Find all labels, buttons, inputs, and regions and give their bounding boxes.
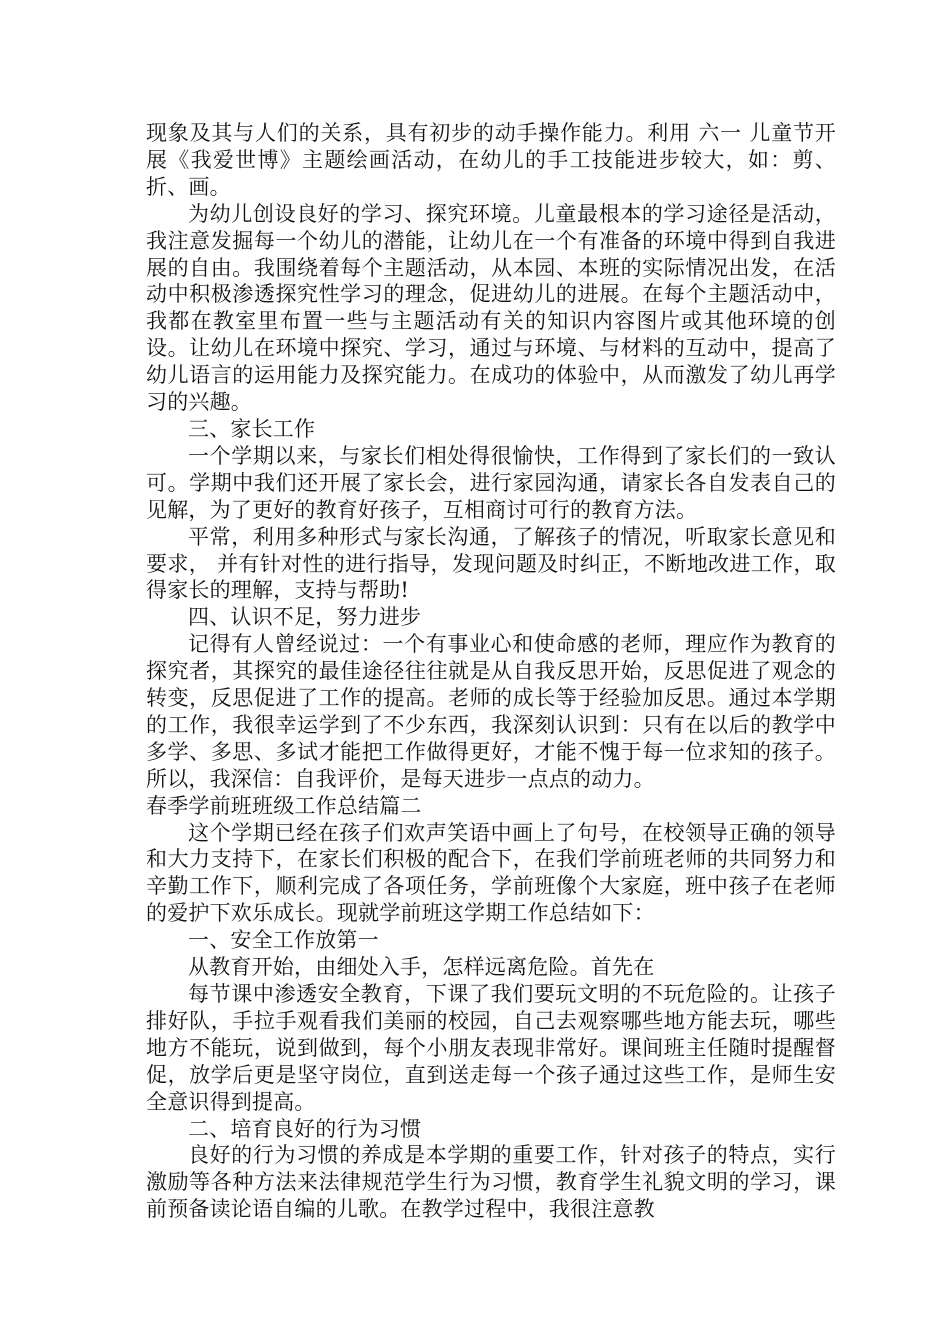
paragraph-semester-summary: 这个学期已经在孩子们欢声笑语中画上了句号，在校领导正确的领导和大力支持下，在家长们积极的配合下，在我们学前班老师的共同努力和辛勤工作下，顺利完成了各项任务，学前班像个大家庭，班中孩子在老师的爱护下欢乐成长。现就学前班这学期工作总结如下： — [146, 820, 836, 926]
paragraph-safety-start: 从教育开始，由细处入手，怎样远离危险。首先在 — [188, 955, 655, 980]
paragraph-self-reflection: 记得有人曾经说过：一个有事业心和使命感的老师，理应作为教育的探究者，其探究的最佳途径往往就是从自我反思开始，反思促进了观念的转变，反思促进了工作的提高。老师的成长等于经验加反思。通过本学期的工作，我很幸运学到了不少东西，我深刻认识到：只有在以后的教学中多学、多思、多试才能把工作做得更好，才能不愧于每一位求知的孩子。所以，我深信：自我评价，是每天进步一点点的动力。 — [146, 632, 836, 791]
section-heading-safety-first: 一、安全工作放第一 — [188, 928, 379, 953]
article-title: 春季学前班班级工作总结篇二 — [146, 793, 422, 818]
section-heading-good-habits: 二、培育良好的行为习惯 — [188, 1116, 422, 1141]
paragraph-parents-communication: 平常，利用多种形式与家长沟通，了解孩子的情况，听取家长意见和要求， 并有针对性的进行指导，发现问题及时纠正，不断地改进工作，取得家长的理解，支持与帮助! — [146, 524, 836, 603]
document-body — [146, 120, 836, 1223]
paragraph-parents-recognition: 一个学期以来，与家长们相处得很愉快，工作得到了家长们的一致认可。学期中我们还开展了家长会，进行家园沟通，请家长各自发表自己的见解，为了更好的教育好孩子，互相商讨可行的教育方法。 — [146, 443, 836, 522]
section-heading-parents-work: 三、家长工作 — [188, 416, 316, 441]
paragraph-continuation: 现象及其与人们的关系，具有初步的动手操作能力。利用 六一 儿童节开展《我爱世博》主题绘画活动，在幼儿的手工技能进步较大，如：剪、折、画。 — [146, 121, 836, 199]
paragraph-safety-education: 每节课中渗透安全教育，下课了我们要玩文明的不玩危险的。让孩子排好队，手拉手观看我们美丽的校园，自己去观察哪些地方能去玩，哪些地方不能玩，说到做到，每个小朋友表现非常好。课间班主任随时提醒督促，放学后更是坚守岗位，直到送走每一个孩子通过这些工作，是师生安全意识得到提高。 — [146, 982, 836, 1114]
section-heading-shortcomings: 四、认识不足，努力进步 — [188, 605, 422, 630]
paragraph-learning-environment: 为幼儿创设良好的学习、探究环境。儿童最根本的学习途径是活动，我注意发掘每一个幼儿的潜能，让幼儿在一个有准备的环境中得到自我进展的自由。我围绕着每个主题活动，从本园、本班的实际情况出发，在活动中积极渗透探究性学习的理念，促进幼儿的进展。在每个主题活动中，我都在教室里布置一些与主题活动有关的知识内容图片或其他环境的创设。让幼儿在环境中探究、学习，通过与环境、与材料的互动中，提高了幼儿语言的运用能力及探究能力。在成功的体验中，从而激发了幼儿再学习的兴趣。 — [146, 201, 836, 415]
paragraph-good-habits: 良好的行为习惯的养成是本学期的重要工作，针对孩子的特点，实行激励等各种方法来法律规范学生行为习惯，教育学生礼貌文明的学习，课前预备读论语自编的儿歌。在教学过程中，我很注意教 — [146, 1143, 836, 1222]
